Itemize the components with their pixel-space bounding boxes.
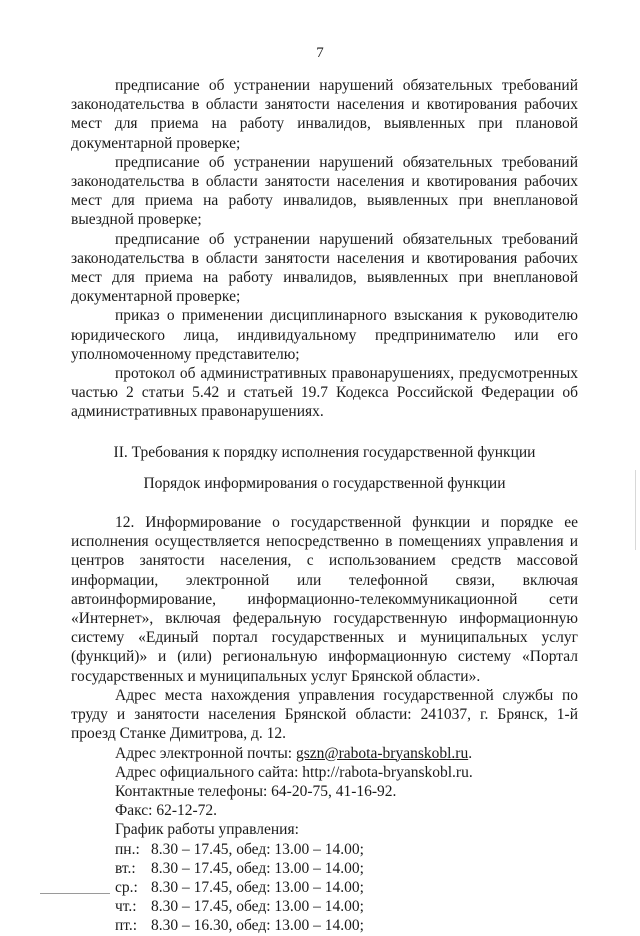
schedule-row-tue	[71, 859, 578, 878]
schedule-hours: 8.30 – 17.45, обед: 13.00 – 14.00;	[151, 898, 364, 916]
document-body	[71, 76, 578, 936]
phones-line: Контактные телефоны: 64-20-75, 41-16-92.	[115, 782, 397, 800]
schedule-day: чт.:	[115, 898, 137, 916]
scan-margin-mark	[635, 470, 636, 550]
schedule-row-thu	[71, 897, 578, 916]
paragraph-unscheduled-onsite-order: предписание об устранении нарушений обязательных требований законодательства в области занятости населения и квотирования рабочих мест для приема на работу инвалидов, выявленных при внеплановой выездной проверке;	[71, 153, 578, 229]
paragraph-address: Адрес места нахождения управления государственной службы по труду и занятости населения Брянской области: 241037, г. Брянск, 1-й проезд Станке Димитрова, д. 12.	[71, 686, 578, 743]
subsection-heading: Порядок информирования о государственной функции	[143, 474, 506, 492]
email-line	[71, 744, 578, 763]
schedule-day: пт.:	[115, 917, 138, 935]
schedule-hours: 8.30 – 16.30, обед: 13.00 – 14.00;	[151, 917, 364, 935]
page-number: 7	[316, 45, 324, 61]
paragraph-protocol: протокол об административных правонарушениях, предусмотренных частью 2 статьи 5.42 и статьей 19.7 Кодекса Российской Федерации об административных правонарушениях.	[71, 365, 578, 421]
email-link[interactable]: gszn@rabota-bryanskobl.ru	[295, 744, 469, 762]
schedule-hours: 8.30 – 17.45, обед: 13.00 – 14.00;	[151, 859, 364, 877]
paragraph-planned-inspection-order: предписание об устранении нарушений обязательных требований законодательства в области занятости населения и квотирования рабочих мест для приема на работу инвалидов, выявленных при плановой документарной проверке;	[71, 77, 578, 152]
section-heading: II. Требования к порядку исполнения государственной функции	[113, 443, 536, 461]
schedule-day: пн.:	[115, 840, 140, 858]
paragraph-unscheduled-documentary-order: предписание об устранении нарушений обязательных требований законодательства в области занятости населения и квотирования рабочих мест для приема на работу инвалидов, выявленных при внеплановой документарной проверке;	[71, 230, 578, 306]
schedule-day: ср.:	[115, 878, 138, 896]
fax-line: Факс: 62-12-72.	[115, 802, 218, 820]
schedule-row-mon	[71, 840, 578, 859]
schedule-row-fri	[71, 916, 578, 935]
schedule-hours: 8.30 – 17.45, обед: 13.00 – 14.00;	[151, 840, 364, 858]
schedule-day: вт.:	[115, 859, 136, 877]
footer-rule	[40, 893, 110, 894]
paragraph-item-12: 12. Информирование о государственной функции и порядке ее исполнения осуществляется непосредственно в помещениях управления и центров занятости населения, с использованием средств массовой информации, электронной или телефонной связи, включая автоинформирование, информационно-телекоммуникационной сети «Интернет», включая федеральную государственную информационную систему «Единый портал государственных и муниципальных услуг (функций)» и (или) региональную информационную систему «Портал государственных и муниципальных услуг Брянской области».	[71, 514, 578, 685]
email-label: Адрес электронной почты:	[115, 744, 296, 762]
schedule-hours: 8.30 – 17.45, обед: 13.00 – 14.00;	[151, 878, 364, 896]
schedule-row-wed	[71, 878, 578, 897]
email-end: .	[468, 744, 473, 762]
schedule-title: График работы управления:	[115, 821, 299, 839]
website-line: Адрес официального сайта: http://rabota-bryanskobl.ru.	[115, 763, 473, 781]
paragraph-disciplinary-order: приказ о применении дисциплинарного взыскания к руководителю юридического лица, индивидуальному предпринимателю или его уполномоченному представителю;	[71, 307, 578, 363]
schedule-list	[71, 840, 578, 936]
